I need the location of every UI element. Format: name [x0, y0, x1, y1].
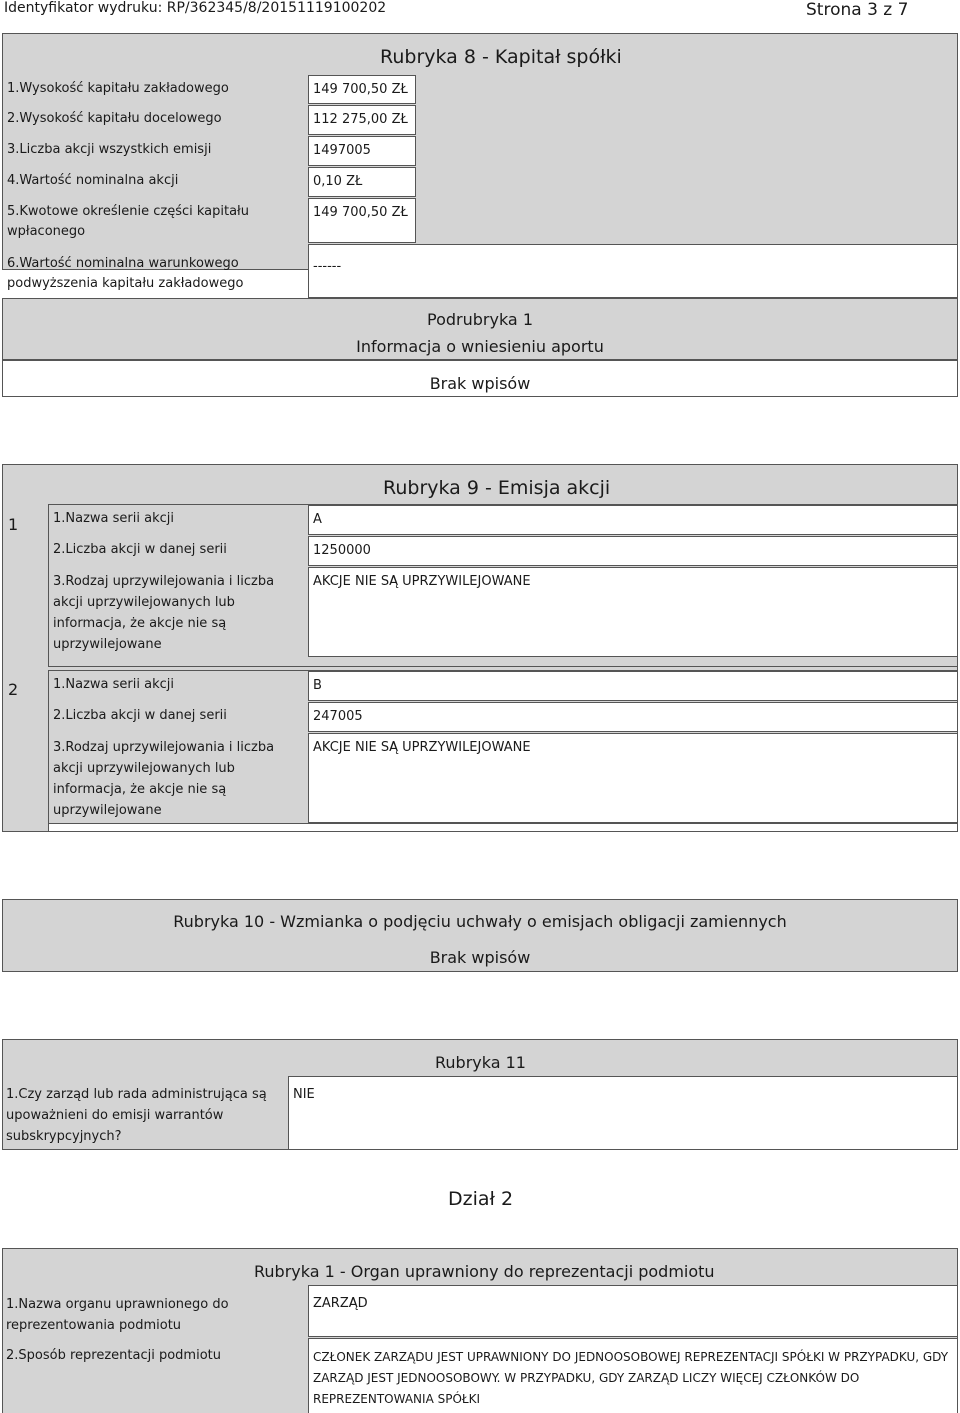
dzial-2-title: Dział 2 — [448, 1188, 514, 1210]
organ-name-value: ZARZĄD — [308, 1285, 958, 1337]
capital-value-3: 1497005 — [308, 136, 416, 166]
warrants-label: 1.Czy zarząd lub rada administrująca są upoważnieni do emisji warrantów subskrypcyjnych? — [6, 1087, 267, 1144]
capital-value-2: 112 275,00 ZŁ — [308, 105, 416, 135]
capital-value-5: 149 700,50 ZŁ — [308, 198, 416, 243]
preference-value-2: AKCJE NIE SĄ UPRZYWILEJOWANE — [308, 733, 958, 823]
emission-number-1: 1 — [8, 515, 19, 534]
rubryka-9-title: Rubryka 9 - Emisja akcji — [383, 477, 611, 499]
capital-label-5: 5.Kwotowe określenie części kapitału wpłaconego — [7, 204, 249, 239]
emission-number-2: 2 — [8, 680, 19, 699]
rubryka-11-title: Rubryka 11 — [435, 1053, 526, 1072]
series-name-label-2: 1.Nazwa serii akcji — [53, 677, 174, 692]
capital-value-4: 0,10 ZŁ — [308, 167, 416, 197]
dzial-2-rubryka-1-title: Rubryka 1 - Organ uprawniony do reprezentacji podmiotu — [254, 1262, 715, 1281]
preference-value-1: AKCJE NIE SĄ UPRZYWILEJOWANE — [308, 567, 958, 657]
podrubryka-1-empty: Brak wpisów — [429, 374, 531, 393]
capital-label-6: 6.Wartość nominalna warunkowego podwyższenia kapitału zakładowego — [7, 256, 244, 291]
capital-value-1: 149 700,50 ZŁ — [308, 75, 416, 104]
rubryka-10-empty: Brak wpisów — [429, 948, 531, 967]
organ-name-label: 1.Nazwa organu uprawnionego do reprezentowania podmiotu — [6, 1297, 229, 1333]
capital-label-4: 4.Wartość nominalna akcji — [7, 173, 179, 188]
capital-label-2: 2.Wysokość kapitału docelowego — [7, 111, 222, 126]
series-name-value-1: A — [308, 505, 958, 535]
series-name-label-1: 1.Nazwa serii akcji — [53, 511, 174, 526]
series-count-value-1: 1250000 — [308, 536, 958, 566]
series-count-label-1: 2.Liczba akcji w danej serii — [53, 542, 227, 557]
emission-entry-2-footer — [48, 823, 958, 832]
podrubryka-1-subtitle: Informacja o wniesieniu aportu — [356, 337, 604, 356]
rubryka-10-title: Rubryka 10 - Wzmianka o podjęciu uchwały o emisjach obligacji zamiennych — [173, 912, 787, 931]
capital-label-3: 3.Liczba akcji wszystkich emisji — [7, 142, 212, 157]
podrubryka-1-title: Podrubryka 1 — [427, 310, 533, 329]
preference-label-2: 3.Rodzaj uprzywilejowania i liczba akcji uprzywilejowanych lub informacja, że akcje nie są uprzywilejowane — [53, 740, 275, 818]
rubryka-8-title: Rubryka 8 - Kapitał spółki — [380, 46, 622, 68]
print-identifier: Identyfikator wydruku: RP/362345/8/20151119100202 — [4, 0, 387, 16]
preference-label-1: 3.Rodzaj uprzywilejowania i liczba akcji uprzywilejowanych lub informacja, że akcje nie są uprzywilejowane — [53, 574, 275, 652]
representation-value: CZŁONEK ZARZĄDU JEST UPRAWNIONY DO JEDNOOSOBOWEJ REPREZENTACJI SPÓŁKI W PRZYPADKU, GDY ZARZĄD JEST JEDNOOSOBOWY. W PRZYPADKU, GDY ZARZĄD LICZY WIĘCEJ CZŁONKÓW DO REPREZENTOWANIA SPÓŁKI — [308, 1338, 958, 1413]
capital-label-1: 1.Wysokość kapitału zakładowego — [7, 81, 229, 96]
representation-label: 2.Sposób reprezentacji podmiotu — [6, 1348, 221, 1363]
capital-value-6: ------ — [308, 244, 958, 298]
series-name-value-2: B — [308, 671, 958, 701]
series-count-label-2: 2.Liczba akcji w danej serii — [53, 708, 227, 723]
warrants-value: NIE — [288, 1076, 958, 1150]
series-count-value-2: 247005 — [308, 702, 958, 732]
page-number: Strona 3 z 7 — [806, 0, 909, 20]
